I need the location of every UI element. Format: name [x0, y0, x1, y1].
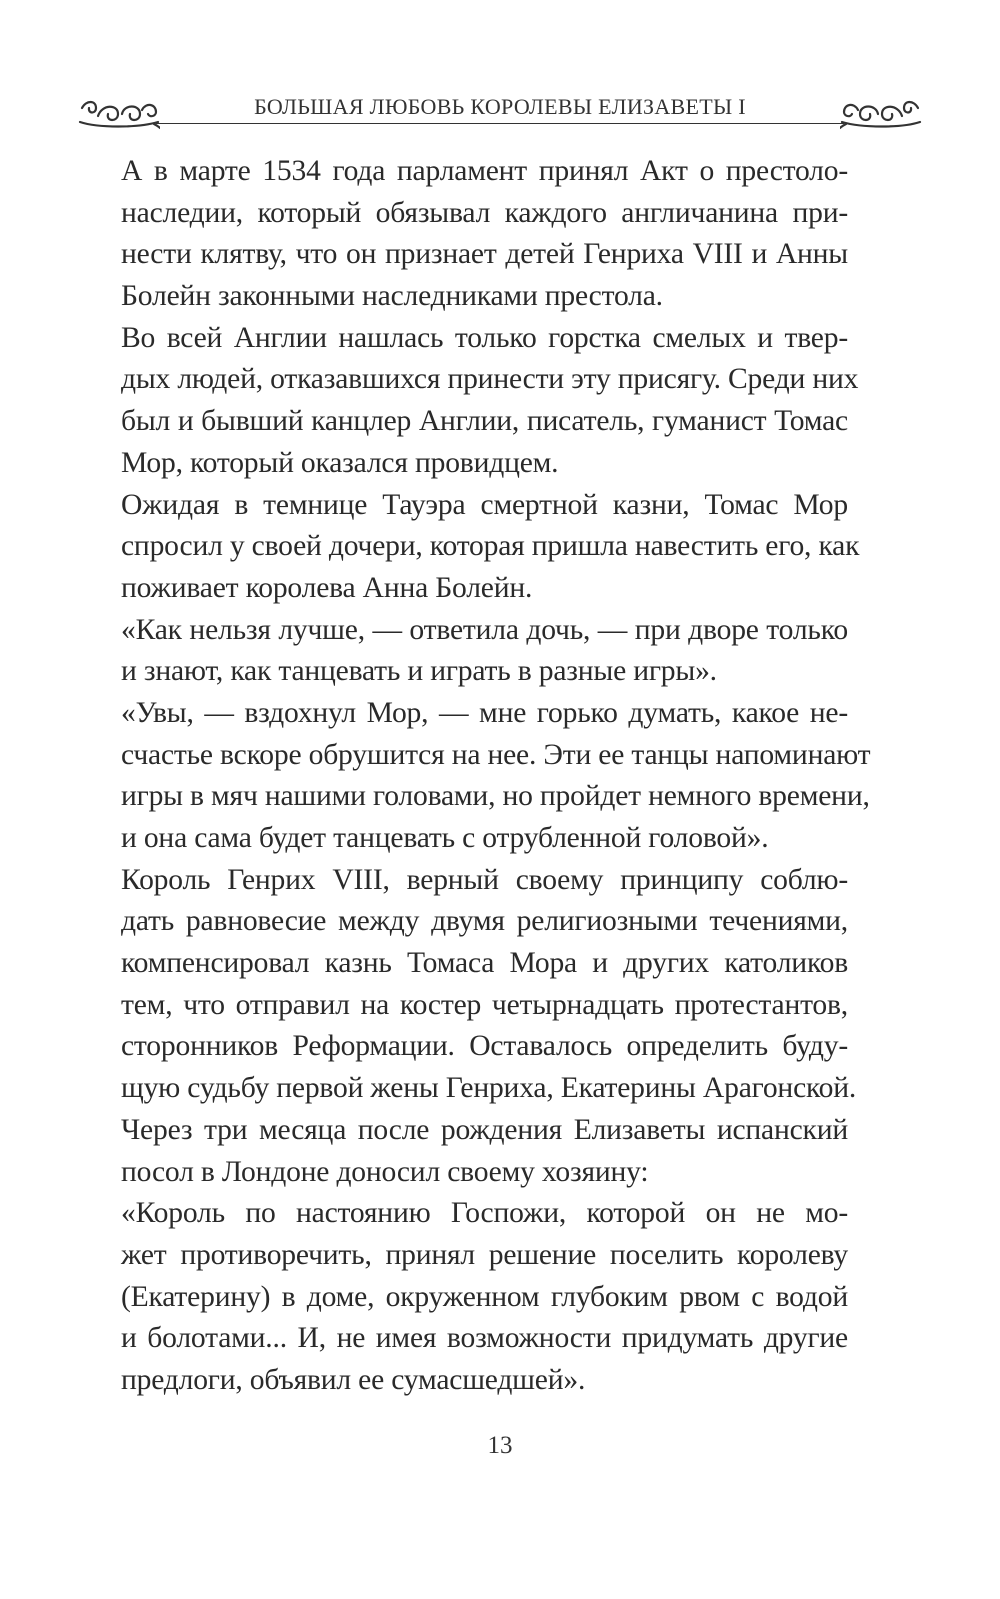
text-line: дать равновесие между двумя религиозными течениями,	[121, 905, 848, 938]
text-line: А в марте 1534 года парламент принял Акт о престоло-	[121, 155, 848, 187]
text-line: компенсировал казнь Томаса Мора и других католиков	[121, 947, 848, 980]
text-line: жет противоречить, принял решение поселить королеву	[121, 1238, 848, 1271]
text-line: Мор, который оказался провидцем.	[121, 446, 559, 479]
text-line: «Король по настоянию Госпожи, которой он не мо-	[121, 1197, 848, 1230]
text-line: Ожидая в темнице Тауэра смертной казни, Томас Мор	[121, 488, 848, 521]
paragraph	[121, 151, 848, 318]
paragraph	[121, 1193, 848, 1401]
text-line: спросил у своей дочери, которая пришла навестить его, как	[121, 530, 860, 563]
body-text	[121, 151, 871, 1402]
text-line: «Увы, — вздохнул Мор, — мне горько думать, какое не-	[121, 696, 848, 729]
paragraph	[121, 610, 848, 693]
scroll-ornament-icon	[840, 94, 922, 130]
text-line: щую судьбу первой жены Генриха, Екатерины Арагонской.	[121, 1072, 857, 1105]
text-line: Король Генрих VIII, верный своему принципу соблю-	[121, 863, 848, 896]
text-line: дых людей, отказавшихся принести эту присягу. Среди них	[121, 363, 859, 396]
text-line: поживает королева Анна Болейн.	[121, 571, 533, 604]
text-line: Через три месяца после рождения Елизаветы испанский	[121, 1113, 848, 1146]
running-title: БОЛЬШАЯ ЛЮБОВЬ КОРОЛЕВЫ ЕЛИЗАВЕТЫ I	[254, 94, 746, 119]
header-rule	[156, 123, 844, 124]
text-line: и знают, как танцевать и играть в разные игры».	[121, 655, 717, 688]
paragraph	[121, 860, 857, 1194]
text-line: посол в Лондоне доносил своему хозяину:	[121, 1155, 649, 1188]
text-line: «Как нельзя лучше, — ответила дочь, — при дворе только	[121, 613, 848, 646]
text-line: сторонников Реформации. Оставалось определить буду-	[121, 1030, 848, 1063]
text-line: тем, что отправил на костер четырнадцать протестантов,	[121, 988, 848, 1021]
page-number: 13	[487, 1432, 513, 1459]
text-line: и она сама будет танцевать с отрубленной головой».	[121, 822, 769, 854]
paragraph	[121, 318, 859, 485]
text-line: счастье вскоре обрушится на нее. Эти ее танцы напоминают	[121, 738, 871, 771]
text-line: наследии, который обязывал каждого англичанина при-	[121, 196, 848, 229]
text-line: Во всей Англии нашлась только горстка смелых и твер-	[121, 321, 848, 354]
paragraph	[121, 485, 860, 610]
text-line: (Екатерину) в доме, окруженном глубоким рвом с водой	[121, 1280, 848, 1313]
text-line: и болотами... И, не имея возможности придумать другие	[121, 1322, 848, 1355]
paragraph	[121, 693, 871, 860]
text-line: Болейн законными наследниками престола.	[121, 280, 663, 313]
running-header	[78, 88, 922, 136]
text-line: нести клятву, что он признает детей Генриха VIII и Анны	[121, 238, 848, 271]
text-line: предлоги, объявил ее сумасшедшей».	[121, 1363, 586, 1396]
text-line: игры в мяч нашими головами, но пройдет немного времени,	[121, 780, 870, 813]
text-line: был и бывший канцлер Англии, писатель, гуманист Томас	[121, 405, 848, 438]
